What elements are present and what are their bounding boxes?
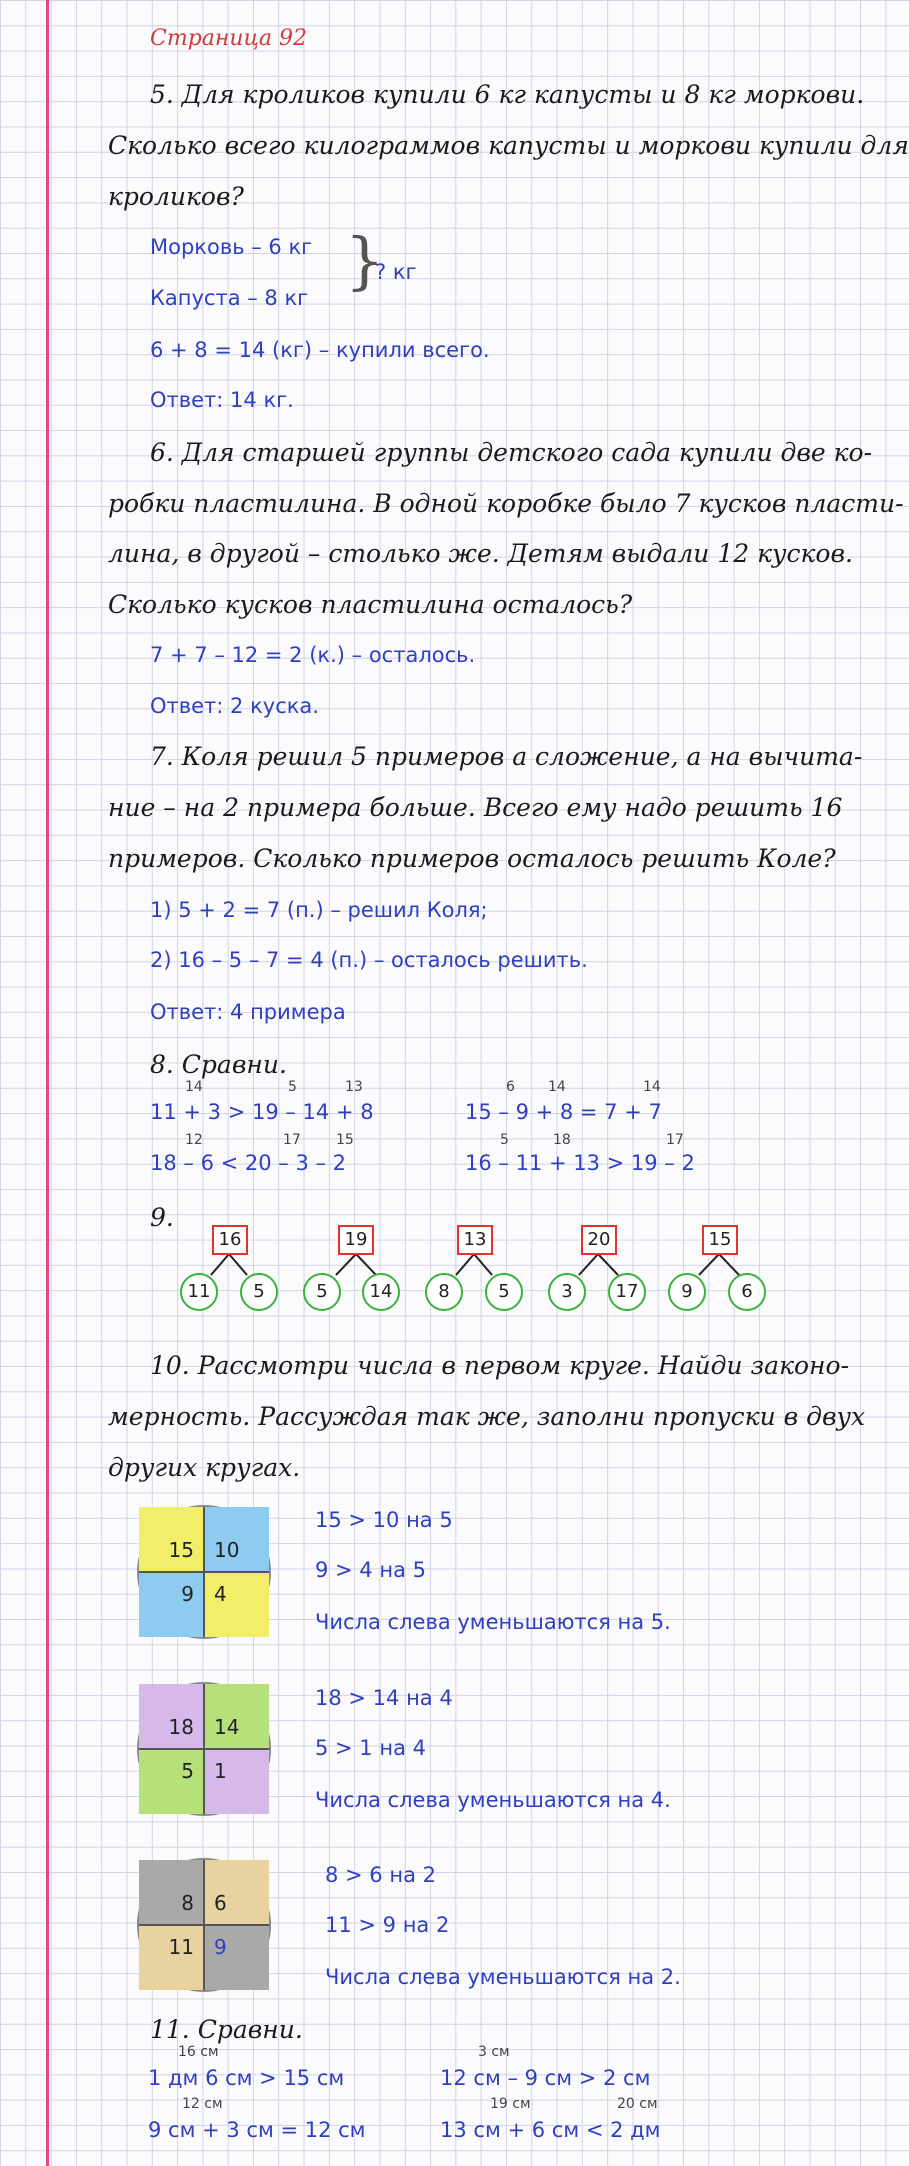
task8-compare-4: 16 – 11 + 13 > 19 – 2 xyxy=(465,1151,695,1175)
circle2-note2: 5 > 1 на 4 xyxy=(315,1736,426,1760)
task11-note: 3 см xyxy=(478,2044,510,2060)
tree-top: 16 xyxy=(212,1225,248,1255)
tree-right: 5 xyxy=(240,1273,278,1311)
task11-note: 20 см xyxy=(617,2096,658,2112)
task6-line4: Сколько кусков пластилина осталось? xyxy=(108,590,633,619)
task10-line1: 10. Рассмотри числа в первом круге. Найди законо- xyxy=(150,1351,850,1380)
task9-title: 9. xyxy=(150,1203,174,1232)
circle2-note1: 18 > 14 на 4 xyxy=(315,1686,453,1710)
task8-compare-2: 18 – 6 < 20 – 3 – 2 xyxy=(150,1151,347,1175)
task8-note: 17 xyxy=(283,1132,301,1148)
task11-compare-3: 12 см – 9 см > 2 см xyxy=(440,2066,651,2090)
number-tree xyxy=(300,1225,430,1315)
quadrant-top-left: 8 xyxy=(139,1860,204,1925)
task8-note: 13 xyxy=(345,1079,363,1095)
task10-line3: других кругах. xyxy=(108,1453,301,1482)
tree-right: 17 xyxy=(608,1273,646,1311)
task10-line2: мерность. Рассуждая так же, заполни пропуски в двух xyxy=(108,1402,866,1431)
task6-line1: 6. Для старшей группы детского сада купили две ко- xyxy=(150,438,873,467)
task8-note: 14 xyxy=(185,1079,203,1095)
task8-note: 17 xyxy=(666,1132,684,1148)
task8-title: 8. Сравни. xyxy=(150,1050,287,1079)
task8-note: 5 xyxy=(288,1079,297,1095)
task6-answer: Ответ: 2 куска. xyxy=(150,694,319,718)
tree-right: 5 xyxy=(485,1273,523,1311)
task5-solution: 6 + 8 = 14 (кг) – купили всего. xyxy=(150,338,490,362)
quadrant-bottom-left: 11 xyxy=(139,1925,204,1990)
task5-line2: Сколько всего килограммов капусты и моркови купили для xyxy=(108,131,909,160)
task7-line2: ние – на 2 примера больше. Всего ему надо решить 16 xyxy=(108,793,843,822)
tree-left: 9 xyxy=(668,1273,706,1311)
quadrant-top-left: 18 xyxy=(139,1684,204,1749)
task6-line3: лина, в другой – столько же. Детям выдали 12 кусков. xyxy=(108,539,853,568)
task11-compare-4: 13 см + 6 см < 2 дм xyxy=(440,2118,661,2142)
task11-compare-2: 9 см + 3 см = 12 см xyxy=(148,2118,366,2142)
task7-line3: примеров. Сколько примеров осталось решить Коле? xyxy=(108,844,836,873)
circle1-note2: 9 > 4 на 5 xyxy=(315,1558,426,1582)
tree-right: 6 xyxy=(728,1273,766,1311)
task5-question: ? кг xyxy=(375,260,417,284)
margin-line xyxy=(46,0,49,2166)
quadrant-top-right: 10 xyxy=(204,1507,269,1572)
task7-step1: 1) 5 + 2 = 7 (п.) – решил Коля; xyxy=(150,898,488,922)
divider xyxy=(139,1924,269,1926)
quadrant-top-right: 14 xyxy=(204,1684,269,1749)
tree-left: 8 xyxy=(425,1273,463,1311)
tree-right: 14 xyxy=(362,1273,400,1311)
task11-note: 19 см xyxy=(490,2096,531,2112)
divider xyxy=(139,1748,269,1750)
quadrant-circle-1 xyxy=(137,1505,271,1639)
task8-note: 15 xyxy=(336,1132,354,1148)
task8-note: 14 xyxy=(548,1079,566,1095)
task5-short-cabbage: Капуста – 8 кг xyxy=(150,286,309,310)
quadrant-bottom-left: 9 xyxy=(139,1572,204,1637)
task5-line1: 5. Для кроликов купили 6 кг капусты и 8 кг моркови. xyxy=(150,80,865,109)
quadrant-bottom-right: 4 xyxy=(204,1572,269,1637)
task5-line3: кроликов? xyxy=(108,182,244,211)
tree-top: 20 xyxy=(581,1225,617,1255)
quadrant-top-right: 6 xyxy=(204,1860,269,1925)
circle3-note3: Числа слева уменьшаются на 2. xyxy=(325,1965,681,1989)
circle1-note3: Числа слева уменьшаются на 5. xyxy=(315,1610,671,1634)
circle1-note1: 15 > 10 на 5 xyxy=(315,1508,453,1532)
tree-top: 13 xyxy=(457,1225,493,1255)
tree-left: 11 xyxy=(180,1273,218,1311)
task6-solution: 7 + 7 – 12 = 2 (к.) – осталось. xyxy=(150,643,476,667)
circle3-note2: 11 > 9 на 2 xyxy=(325,1913,450,1937)
circle2-note3: Числа слева уменьшаются на 4. xyxy=(315,1788,671,1812)
task11-note: 12 см xyxy=(182,2096,223,2112)
task7-answer: Ответ: 4 примера xyxy=(150,1000,346,1024)
number-tree xyxy=(425,1225,555,1315)
number-tree xyxy=(548,1225,678,1315)
tree-left: 5 xyxy=(303,1273,341,1311)
number-tree xyxy=(180,1225,310,1315)
task11-title: 11. Сравни. xyxy=(150,2015,303,2044)
circle3-note1: 8 > 6 на 2 xyxy=(325,1863,436,1887)
task8-note: 12 xyxy=(185,1132,203,1148)
task11-compare-1: 1 дм 6 см > 15 см xyxy=(148,2066,345,2090)
tree-left: 3 xyxy=(548,1273,586,1311)
task7-step2: 2) 16 – 5 – 7 = 4 (п.) – осталось решить. xyxy=(150,948,588,972)
tree-top: 19 xyxy=(338,1225,374,1255)
brace-symbol: } xyxy=(345,224,385,297)
quadrant-top-left: 15 xyxy=(139,1507,204,1572)
task8-compare-1: 11 + 3 > 19 – 14 + 8 xyxy=(150,1100,374,1124)
task5-short-carrot: Морковь – 6 кг xyxy=(150,235,313,259)
task8-note: 6 xyxy=(506,1079,515,1095)
quadrant-bottom-right: 9 xyxy=(204,1925,269,1990)
page-title: Страница 92 xyxy=(150,26,308,51)
quadrant-circle-3 xyxy=(137,1858,271,1992)
divider xyxy=(139,1571,269,1573)
task6-line2: робки пластилина. В одной коробке было 7 кусков пласти- xyxy=(108,489,904,518)
task11-note: 16 см xyxy=(178,2044,219,2060)
tree-top: 15 xyxy=(702,1225,738,1255)
task8-note: 18 xyxy=(553,1132,571,1148)
quadrant-circle-2 xyxy=(137,1682,271,1816)
task8-note: 5 xyxy=(500,1132,509,1148)
task5-answer: Ответ: 14 кг. xyxy=(150,388,294,412)
quadrant-bottom-right: 1 xyxy=(204,1749,269,1814)
task8-note: 14 xyxy=(643,1079,661,1095)
task8-compare-3: 15 – 9 + 8 = 7 + 7 xyxy=(465,1100,662,1124)
task7-line1: 7. Коля решил 5 примеров а сложение, а на вычита- xyxy=(150,742,863,771)
quadrant-bottom-left: 5 xyxy=(139,1749,204,1814)
number-tree xyxy=(668,1225,798,1315)
